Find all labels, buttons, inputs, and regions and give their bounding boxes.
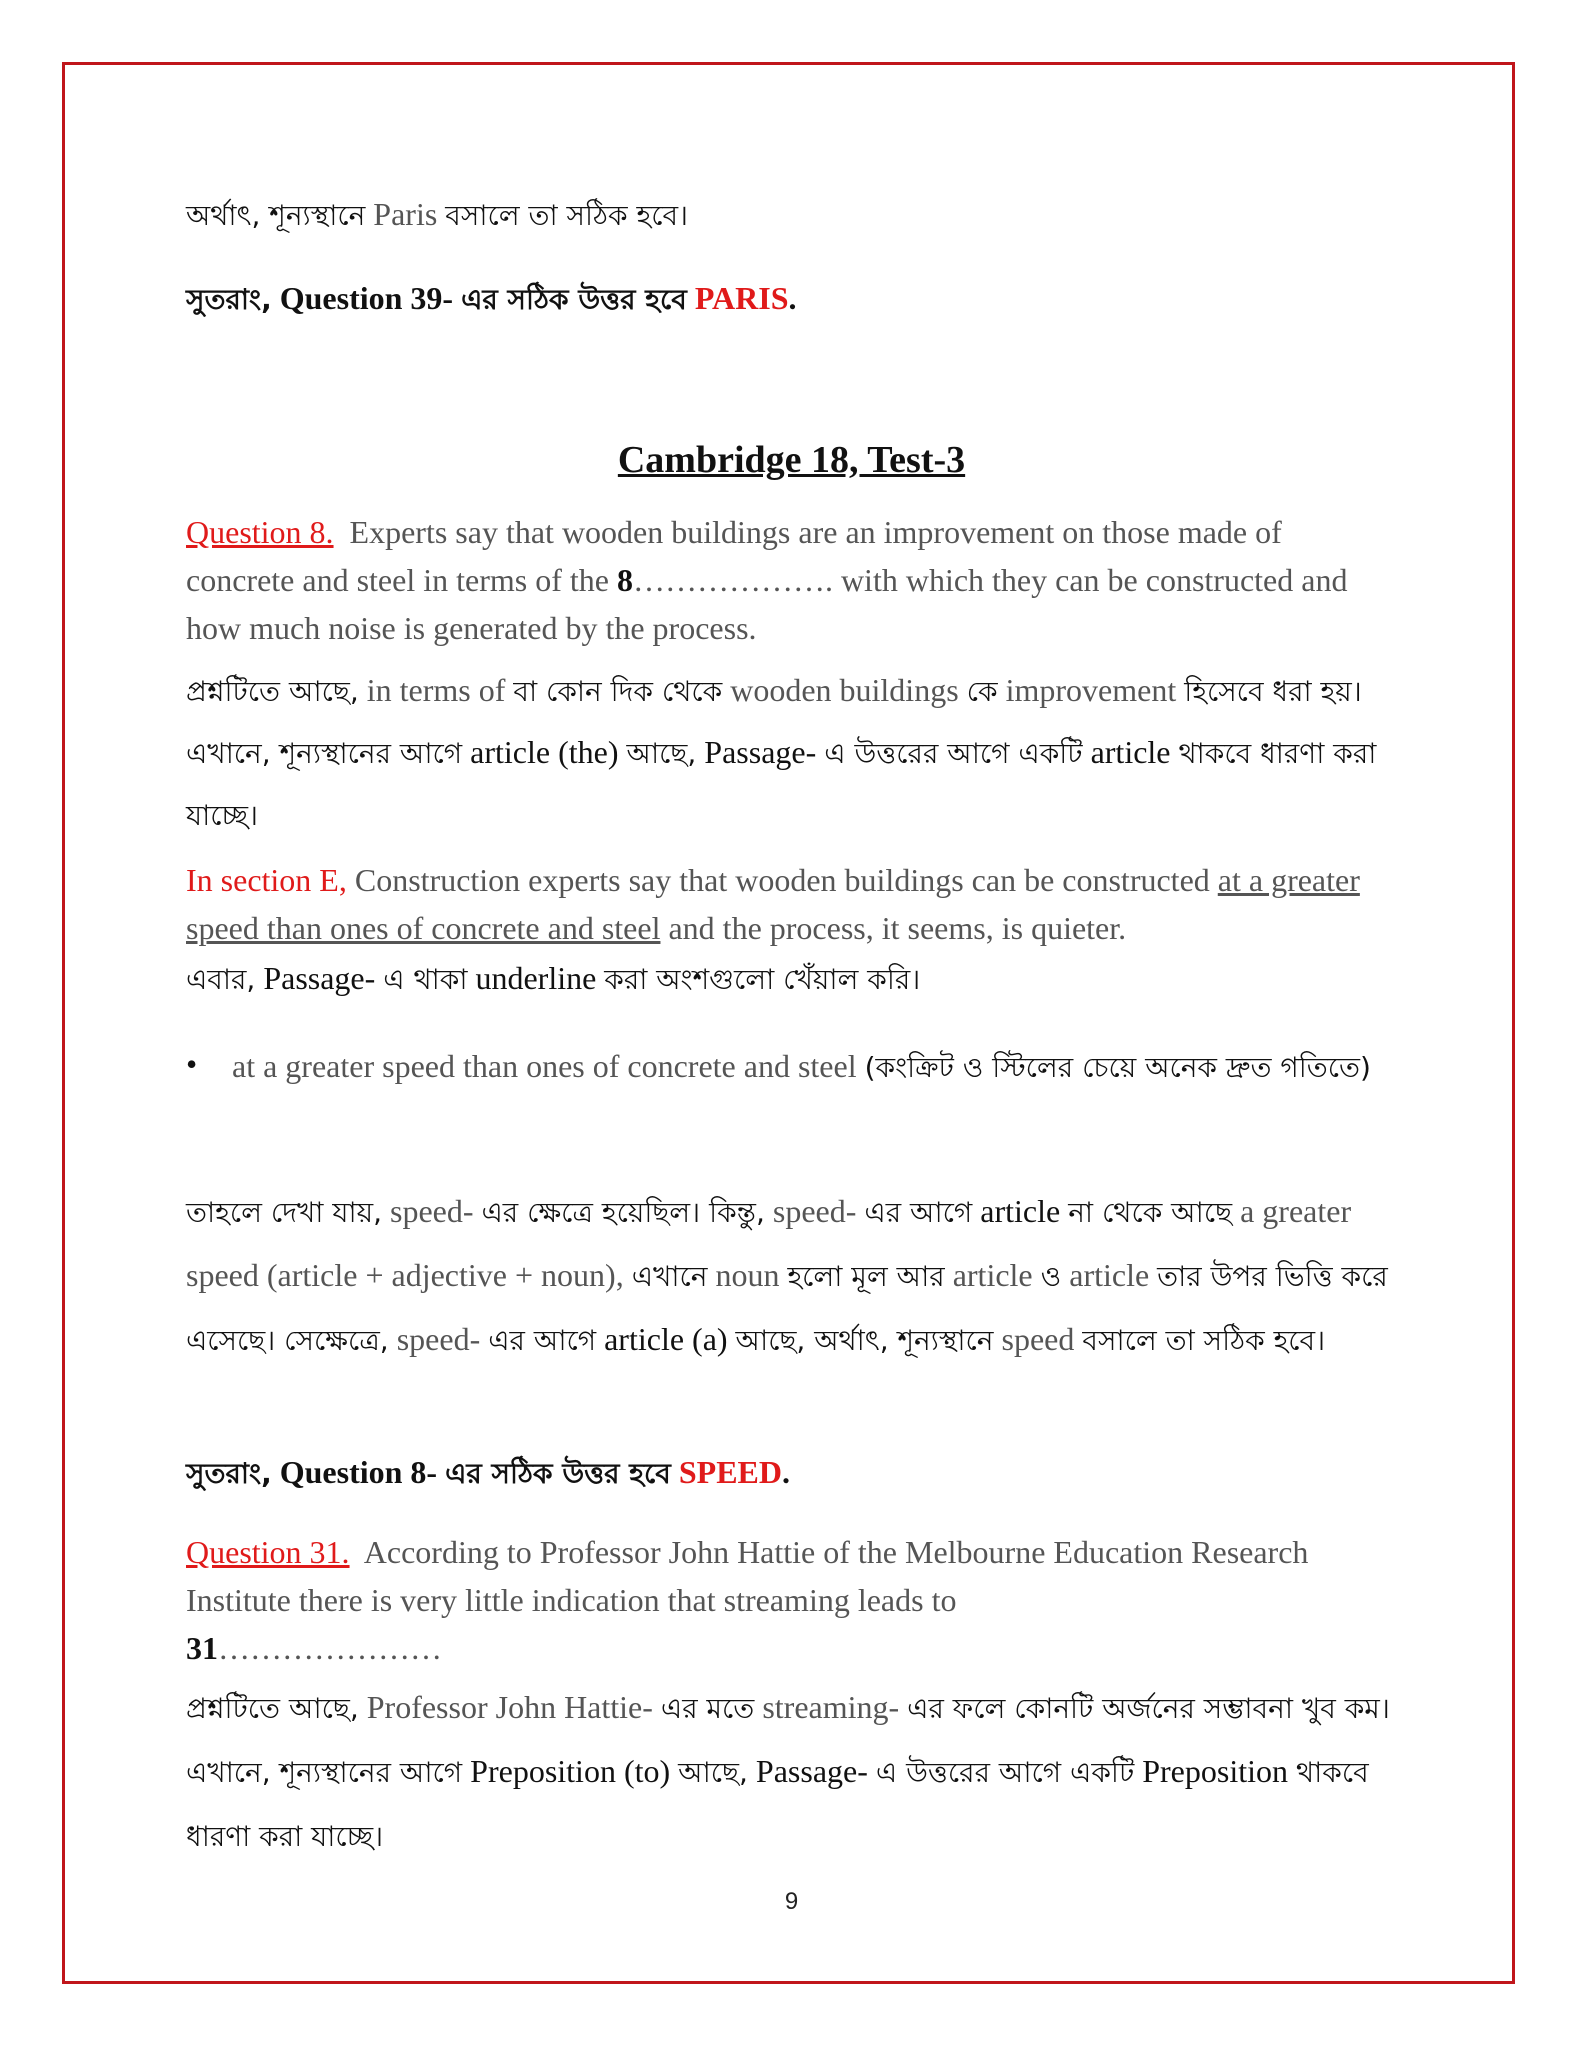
question-8-explanation: প্রশ্নটিতে আছে, in terms of বা কোন দিক থেকে wooden buildings কে improvement হিসেবে ধরা হয়। এখানে, শূন্যস্থানের আগে article (the) আছে, Passage- এ উত্তরের আগে একটি article থাকবে ধারণা করা যাচ্ছে। (186, 672, 1377, 832)
answer-q39: সুতরাং, Question 39- এর সঠিক উত্তর হবে PARIS. (186, 280, 797, 316)
section-heading: Cambridge 18, Test-3 (617, 439, 966, 481)
page-number: 9 (784, 1888, 799, 1915)
bullet-icon: • (186, 1046, 198, 1082)
answer-q8: সুতরাং, Question 8- এর সঠিক উত্তর হবে SPEED. (186, 1454, 790, 1490)
underlined-phrase: at a greater speed than ones of concrete and steel (186, 862, 1360, 946)
paris-conclusion-line: অর্থাৎ, শূন্যস্থানে Paris বসালে তা সঠিক হবে। (186, 196, 689, 232)
section-e-label: In section E, (186, 862, 347, 898)
question-31-label: Question 31. (186, 1534, 350, 1570)
question-8-text: Question 8. Experts say that wooden buildings are an improvement on those made of concrete and steel in terms of the 8………………. with which they can be constructed and how much noise is generated by the process. (186, 514, 1348, 646)
bullet-item: • at a greater speed than ones of concrete and steel (কংক্রিট ও স্টিলের চেয়ে অনেক দ্রুত গতিতে) (186, 1040, 1396, 1094)
speed-reasoning: তাহলে দেখা যায়, speed- এর ক্ষেত্রে হয়েছিল। কিন্তু, speed- এর আগে article না থেকে আছে a greater speed (article + adjective + noun), এখানে noun হলো মূল আর article ও article তার উপর ভিত্তি করে এসেছে। সেক্ষেত্রে, speed- এর আগে article (a) আছে, অর্থাৎ, শূন্যস্থানে speed বসালে তা সঠিক হবে। (186, 1193, 1388, 1357)
underline-instruction: এবার, Passage- এ থাকা underline করা অংশগুলো খেঁয়াল করি। (186, 960, 921, 996)
question-31-text: Question 31. According to Professor John Hattie of the Melbourne Education Research Institute there is very little indication that streaming leads to 31………………… (186, 1534, 1309, 1666)
question-8-label: Question 8. (186, 514, 334, 550)
section-e-quote: In section E, Construction experts say that wooden buildings can be constructed at a greater speed than ones of concrete and steel and the process, it seems, is quieter. (186, 862, 1360, 946)
question-31-explanation: প্রশ্নটিতে আছে, Professor John Hattie- এর মতে streaming- এর ফলে কোনটি অর্জনের সম্ভাবনা খুব কম। এখানে, শূন্যস্থানের আগে Preposition (to) আছে, Passage- এ উত্তরের আগে একটি Preposition থাকবে ধারণা করা যাচ্ছে। (186, 1689, 1390, 1853)
